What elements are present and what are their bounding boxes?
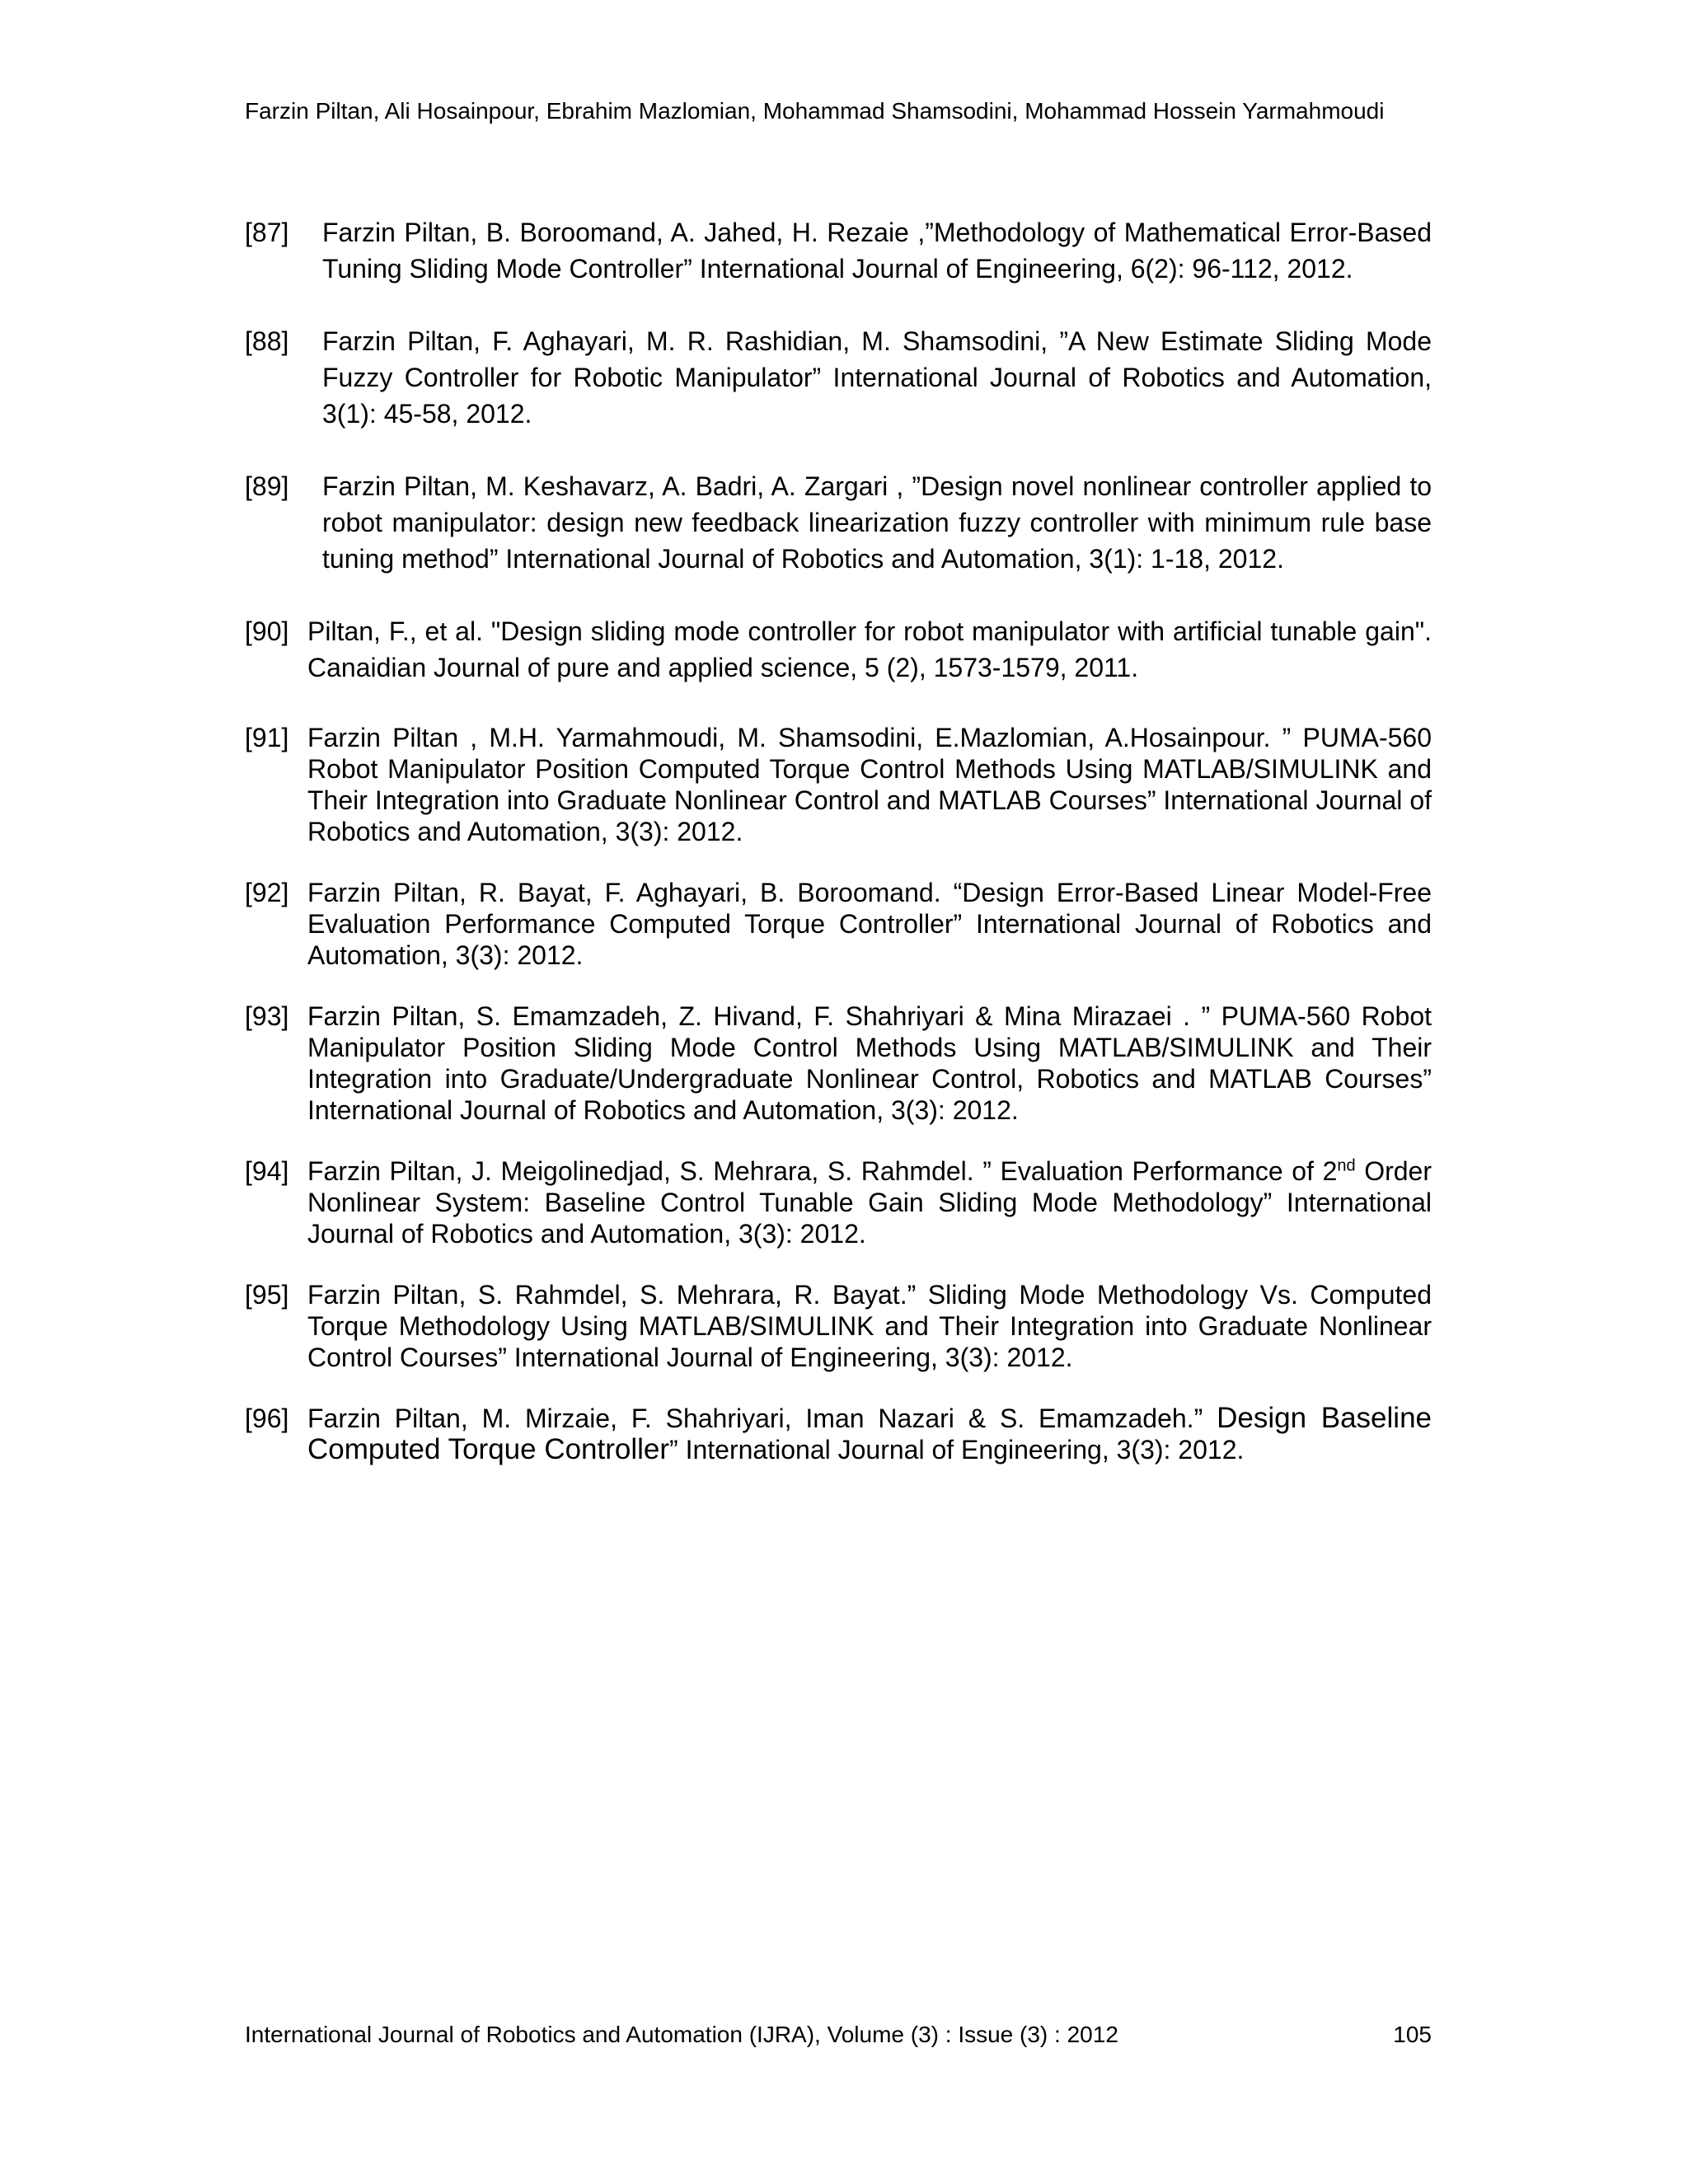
reference-94 [245,1155,1432,1249]
reference-text [307,1155,1432,1249]
reference-text: Farzin Piltan, R. Bayat, F. Aghayari, B. Boroomand. “Design Error-Based Linear Model-Free Evaluation Performance Computed Torque Controller” International Journal of Robotics and Automation, 3(3): 2012. [307,878,1432,970]
header-authors: Farzin Piltan, Ali Hosainpour, Ebrahim Mazlomian, Mohammad Shamsodini, Mohammad Hossein Yarmahmoudi [245,98,1385,124]
reference-93 [245,1001,1432,1126]
reference-text: Farzin Piltan, S. Emamzadeh, Z. Hivand, F. Shahriyari & Mina Mirazaei . ” PUMA-560 Robot Manipulator Position Sliding Mode Control Methods Using MATLAB/SIMULINK and Their Integration into Graduate/Undergraduate Nonlinear Control, Robotics and MATLAB Courses” International Journal of Robotics and Automation, 3(3): 2012. [307,1001,1432,1125]
reference-number: [94] [245,1156,289,1186]
reference-text: Farzin Piltan, B. Boroomand, A. Jahed, H. Rezaie ,”Methodology of Mathematical Error-Based Tuning Sliding Mode Controller” International Journal of Engineering, 6(2): 96-112, 2012. [322,218,1432,284]
reference-text: Farzin Piltan, F. Aghayari, M. R. Rashidian, M. Shamsodini, ”A New Estimate Sliding Mode Fuzzy Controller for Robotic Manipulator” International Journal of Robotics and Automation, 3(1): 45-58, 2012. [322,326,1432,429]
reference-90 [245,613,1432,686]
reference-text-part: Order Nonlinear System: Baseline Control Tunable Gain Sliding Mode Methodology” International Journal of Robotics and Automation, 3(3): 2012. [307,1156,1432,1249]
ordinal-superscript: nd [1337,1156,1356,1175]
reference-91 [245,722,1432,847]
running-header [245,97,1432,125]
reference-text-part: ” International Journal of Engineering, 3(3): 2012. [669,1435,1245,1465]
running-footer [245,2021,1432,2049]
reference-number: [93] [245,1001,289,1031]
reference-number: [95] [245,1280,289,1310]
reference-text: Farzin Piltan, M. Keshavarz, A. Badri, A. Zargari , ”Design novel nonlinear controller applied to robot manipulator: design new feedback linearization fuzzy controller with minimum rule base tuning method” International Journal of Robotics and Automation, 3(1): 1-18, 2012. [322,471,1432,574]
reference-96 [245,1403,1432,1465]
reference-number: [87] [245,218,289,247]
reference-number: [88] [245,326,289,356]
reference-text-part: Farzin Piltan, M. Mirzaie, F. Shahriyari, Iman Nazari & S. Emamzadeh.” [307,1404,1217,1433]
reference-89 [245,468,1432,577]
reference-number: [92] [245,878,289,907]
reference-92 [245,877,1432,971]
reference-text: Farzin Piltan, S. Rahmdel, S. Mehrara, R. Bayat.” Sliding Mode Methodology Vs. Computed Torque Methodology Using MATLAB/SIMULINK and Their Integration into Graduate Nonlinear Control Courses” International Journal of Engineering, 3(3): 2012. [307,1280,1432,1372]
reference-95 [245,1279,1432,1373]
reference-list [245,214,1432,1465]
reference-number: [90] [245,616,289,646]
reference-number: [91] [245,723,289,752]
reference-number: [96] [245,1404,289,1433]
reference-text-part: Farzin Piltan, J. Meigolinedjad, S. Mehrara, S. Rahmdel. ” Evaluation Performance of 2 [307,1156,1338,1186]
reference-87 [245,214,1432,287]
footer-journal-info: International Journal of Robotics and Automation (IJRA), Volume (3) : Issue (3) : 2012 [245,2022,1118,2047]
reference-number: [89] [245,471,289,501]
page-number: 105 [1393,2022,1432,2047]
reference-text [307,1403,1432,1465]
reference-text: Piltan, F., et al. "Design sliding mode controller for robot manipulator with artificial tunable gain". Canaidian Journal of pure and applied science, 5 (2), 1573-1579, 2011. [307,616,1432,682]
reference-title: Design Baseline Computed Torque Controller [307,1402,1432,1465]
reference-88 [245,323,1432,432]
reference-text: Farzin Piltan , M.H. Yarmahmoudi, M. Shamsodini, E.Mazlomian, A.Hosainpour. ” PUMA-560 Robot Manipulator Position Computed Torque Control Methods Using MATLAB/SIMULINK and Their Integration into Graduate Nonlinear Control and MATLAB Courses” International Journal of Robotics and Automation, 3(3): 2012. [307,723,1432,846]
